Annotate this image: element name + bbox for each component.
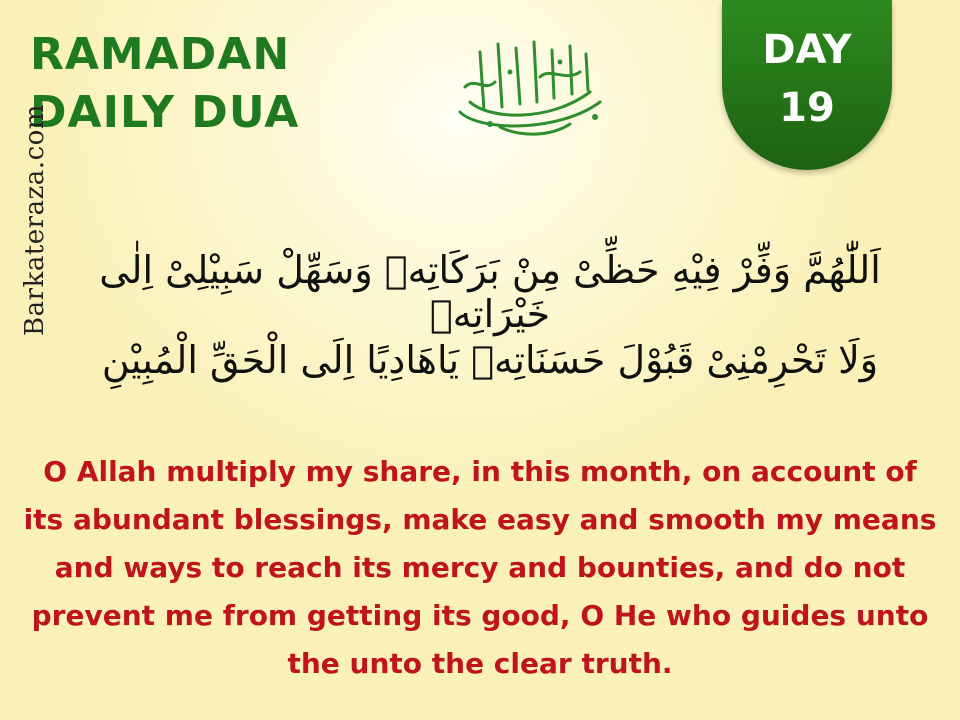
title-line-2: DAILY DUA xyxy=(30,87,300,138)
arabic-dua-line-1: اَللّٰهُمَّ وَفِّرْ فِيْهِ حَظِّىْ مِنْ بَرَكَاتِهٖ وَسَهِّلْ سَبِيْلِىْ اِلٰى خَيْرَاتِهٖ xyxy=(99,248,881,336)
day-badge xyxy=(722,0,892,170)
dua-translation: O Allah multiply my share, in this month, on account of its abundant blessings, make easy and smooth my means and ways to reach its mercy and bounties, and do not prevent me from getting its good, O He who guides unto the unto the clear truth. xyxy=(23,455,937,680)
day-number: 19 xyxy=(779,85,835,131)
bismillah-calligraphy-icon xyxy=(440,32,620,142)
site-watermark: Barkateraza.com xyxy=(20,104,50,336)
page-title xyxy=(30,26,299,142)
arabic-dua-line-2: وَلَا تَحْرِمْنِىْ قَبُوْلَ حَسَنَاتِهٖ يَاهَادِيًا اِلَى الْحَقِّ الْمُبِيْنِ xyxy=(101,338,879,382)
title-line-1: RAMADAN xyxy=(30,29,291,80)
day-label: DAY xyxy=(762,27,852,73)
